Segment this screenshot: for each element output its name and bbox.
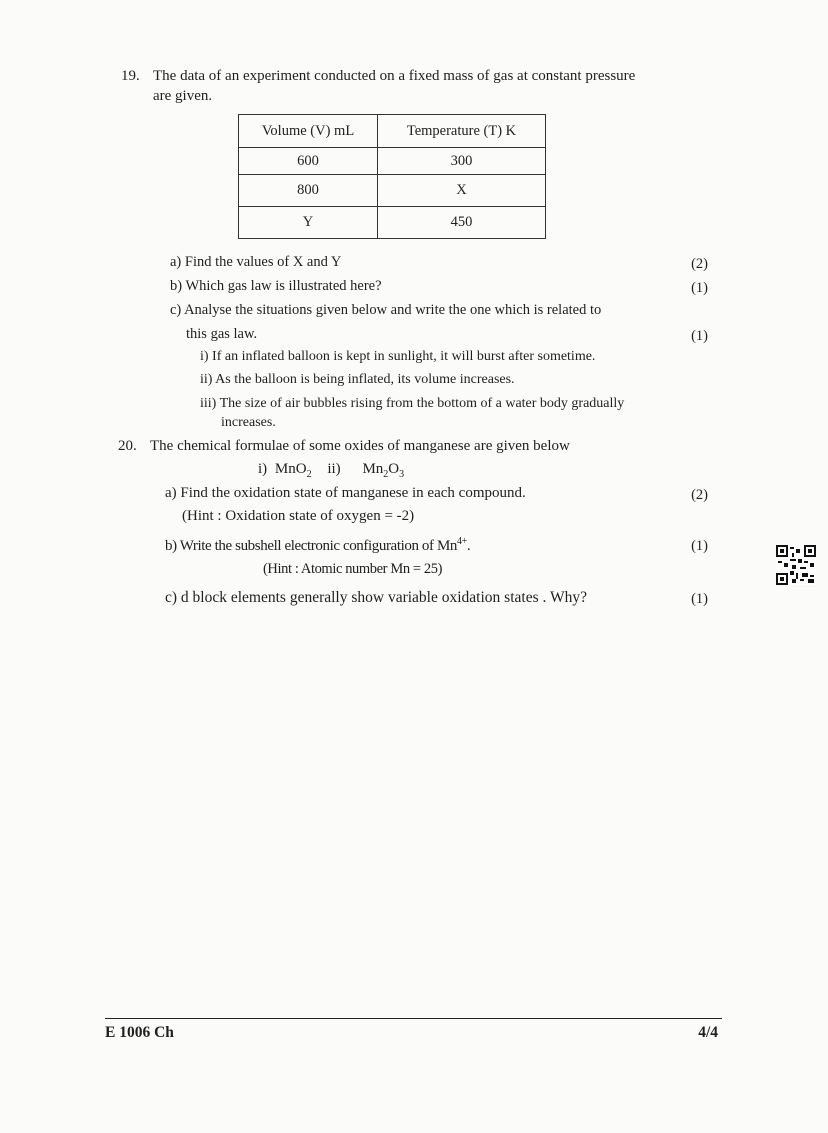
q19-option-iii: iii) The size of air bubbles rising from the bottom of a water body gradually (200, 396, 625, 411)
table-cell: Y (239, 207, 378, 239)
qr-code-icon (776, 545, 816, 585)
q19-part-b: b) Which gas law is illustrated here? (170, 278, 382, 294)
q19-stem-line2: are given. (153, 88, 213, 104)
formula-i-label: i) (258, 461, 268, 477)
temperature-header: Temperature (T) K (378, 115, 546, 148)
table-cell: X (378, 175, 546, 207)
table-header-row (239, 115, 546, 148)
volume-header: Volume (V) mL (239, 115, 378, 148)
q20-part-b: b) Write the subshell electronic configuration of $Mn^{4+}$. (165, 536, 471, 554)
q19-part-c-line1: c) Analyse the situations given below and write the one which is related to (170, 302, 602, 318)
page-number: 4/4 (698, 1024, 718, 1041)
q20-part-c-marks: (1) (691, 591, 708, 607)
q19-part-a: a) Find the values of X and Y (170, 254, 342, 270)
q19-part-c-marks: (1) (691, 328, 708, 344)
table-row (239, 148, 546, 175)
q19-part-a-marks: (2) (691, 256, 708, 272)
q20-part-c: c) d block elements generally show variable oxidation states . Why? (165, 589, 587, 606)
q20-part-b-marks: (1) (691, 538, 708, 554)
footer-divider (105, 1018, 722, 1019)
q19-part-c-line2: this gas law. (186, 326, 258, 342)
table-cell: 600 (239, 148, 378, 175)
q19-stem-line1: The data of an experiment conducted on a fixed mass of gas at constant pressure (153, 68, 636, 84)
gas-data-table (238, 114, 546, 239)
table-cell: 300 (378, 148, 546, 175)
q19-number: 19. (121, 68, 140, 84)
table-row (239, 175, 546, 207)
q19-option-iii-cont: increases. (221, 415, 276, 430)
q20-number: 20. (118, 438, 137, 454)
q20-part-b-text: b) Write the subshell electronic configuration of Mn (165, 538, 457, 554)
q20-part-b-charge: 4+ (456, 536, 467, 547)
q19-option-ii: ii) As the balloon is being inflated, its volume increases. (200, 372, 515, 387)
q20-hint-a: (Hint : Oxidation state of oxygen = -2) (182, 508, 415, 524)
q20-part-a: a) Find the oxidation state of manganese in each compound. (165, 485, 526, 501)
q20-formulae (258, 461, 404, 480)
formula-i: MnO$_2$ (274, 461, 312, 480)
table-cell: 800 (239, 175, 378, 207)
table-row (239, 207, 546, 239)
formula-ii-label: ii) (327, 461, 341, 477)
table-cell: 450 (378, 207, 546, 239)
q20-part-a-marks: (2) (691, 487, 708, 503)
formula-ii: $Mn_2O_3$ (362, 461, 405, 480)
q19-part-b-marks: (1) (691, 280, 708, 296)
q20-stem: The chemical formulae of some oxides of manganese are given below (150, 438, 570, 454)
q20-hint-b: (Hint : Atomic number Mn = 25) (263, 561, 443, 577)
q19-option-i: i) If an inflated balloon is kept in sunlight, it will burst after sometime. (200, 349, 596, 364)
paper-code: E 1006 Ch (105, 1024, 174, 1041)
